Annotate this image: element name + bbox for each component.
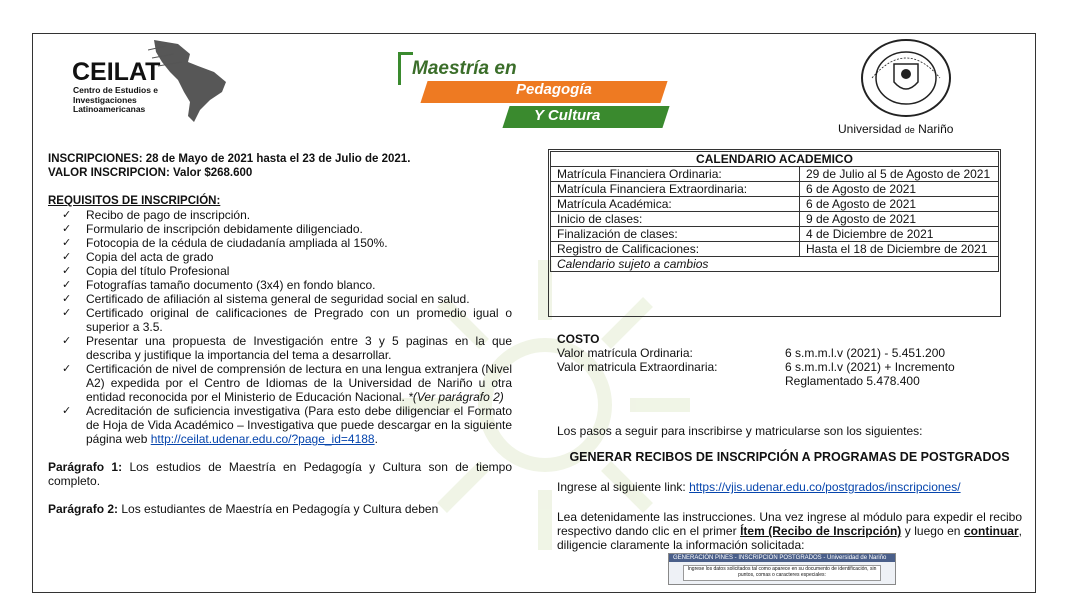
- calendar-label: Inicio de clases:: [551, 212, 800, 227]
- costo-title: COSTO: [557, 332, 600, 346]
- left-column: [48, 152, 512, 516]
- valor-inscripcion: VALOR INSCRIPCION: Valor $268.600: [48, 167, 253, 179]
- table-row: [551, 242, 999, 257]
- requisito-text: Copia del título Profesional: [86, 264, 230, 278]
- cost-row-extraordinaria: [557, 360, 1022, 374]
- requisito-text: Formulario de inscripción debidamente diligenciado.: [86, 222, 363, 236]
- requisito-text: Recibo de pago de inscripción.: [86, 208, 251, 222]
- checkmark-icon: ✓: [62, 209, 72, 221]
- cost-label: Valor matrícula Ordinaria:: [557, 346, 693, 360]
- ceilat-subtitle: Centro de Estudios e Investigaciones Latinoamericanas: [73, 85, 159, 114]
- calendar-value: 4 de Diciembre de 2021: [800, 227, 999, 242]
- paragrafo-2-text: Los estudiantes de Maestría en Pedagogía y Cultura deben: [121, 502, 439, 516]
- requisito-text: Fotografías tamaño documento (3x4) en fondo blanco.: [86, 278, 376, 292]
- table-row: [551, 167, 999, 182]
- steps-intro: Los pasos a seguir para inscribirse y matricularse son los siguientes:: [557, 424, 923, 438]
- ingrese-label: Ingrese al siguiente link:: [557, 480, 690, 494]
- maestria-line1: Maestría en: [412, 58, 517, 79]
- checkmark-icon: ✓: [62, 307, 72, 319]
- right-column: [557, 332, 1022, 552]
- requisito-text: Presentar una propuesta de Investigación entre 3 y 5 paginas en la que describa y justifique la importancia del tema a desarrollar.: [86, 334, 512, 362]
- calendar-value: Hasta el 18 de Diciembre de 2021: [800, 242, 999, 257]
- ingrese-link-line: [557, 480, 1022, 494]
- checkmark-icon: ✓: [62, 265, 72, 277]
- udenar-name-suffix: Nariño: [918, 122, 954, 136]
- paragrafo-1-label: Parágrafo 1:: [48, 460, 123, 474]
- checkmark-icon: ✓: [62, 293, 72, 305]
- calendar-label: Registro de Calificaciones:: [551, 242, 800, 257]
- maestria-line2: Pedagogía: [516, 81, 592, 98]
- maestria-bracket: [398, 52, 413, 85]
- calendar-value: 9 de Agosto de 2021: [800, 212, 999, 227]
- calendar-title: CALENDARIO ACADEMICO: [551, 152, 999, 167]
- table-row: [551, 197, 999, 212]
- paragrafo-1: [48, 460, 512, 488]
- generar-recibos-heading: GENERAR RECIBOS DE INSCRIPCIÓN A PROGRAMAS DE POSTGRADOS: [569, 450, 1010, 464]
- table-row: [551, 182, 999, 197]
- calendar-label: Finalización de clases:: [551, 227, 800, 242]
- checkmark-icon: ✓: [62, 335, 72, 347]
- requisito-text: Fotocopia de la cédula de ciudadanía ampliada al 150%.: [86, 236, 388, 250]
- cost-label: Valor matricula Extraordinaria:: [557, 360, 718, 374]
- requisito-item: [62, 250, 512, 264]
- instructions-text: y luego en: [901, 524, 964, 538]
- requisito-item: [62, 292, 512, 306]
- calendar-value: 6 de Agosto de 2021: [800, 197, 999, 212]
- checkmark-icon: ✓: [62, 279, 72, 291]
- udenar-name: [838, 122, 953, 136]
- embedded-screenshot: [668, 553, 896, 585]
- cost-value: 6 s.m.m.l.v (2021) + Incremento: [785, 360, 955, 374]
- checkmark-icon: ✓: [62, 363, 72, 375]
- checkmark-icon: ✓: [62, 223, 72, 235]
- calendar-label: Matrícula Financiera Extraordinaria:: [551, 182, 800, 197]
- instructions-paragraph: [557, 510, 1022, 552]
- cost-row-ordinaria: [557, 346, 1022, 360]
- checkmark-icon: ✓: [62, 237, 72, 249]
- udenar-logo: [838, 38, 978, 138]
- university-seal-icon: [858, 38, 954, 118]
- requisito-item: [62, 306, 512, 334]
- continuar-label: continuar: [963, 524, 1019, 538]
- calendar-value: 29 de Julio al 5 de Agosto de 2021: [800, 167, 999, 182]
- paragrafo-2-label: Parágrafo 2:: [48, 502, 119, 516]
- ceilat-logo: [70, 36, 240, 126]
- checkmark-icon: ✓: [62, 405, 72, 417]
- calendar-value: 6 de Agosto de 2021: [800, 182, 999, 197]
- paragrafo-2: [48, 502, 512, 516]
- instructions-text: , diligencie claramente la información solicitada:: [557, 524, 1022, 552]
- requisito-text: Copia del acta de grado: [86, 250, 214, 264]
- requisito-acred-text: Acreditación de suficiencia investigativa (Para esto debe diligenciar el Formato de Hoja de Vida Académico – Investigativa que puede descargar en la siguiente página web: [86, 404, 512, 446]
- calendar-table: [550, 151, 999, 272]
- screenshot-instructions: Ingrese los datos solicitados tal como aparece en su documento de identificación, sin puntos, comas o caracteres especiales:: [683, 565, 881, 581]
- requisito-cert-ref: *(Ver parágrafo 2): [408, 390, 504, 404]
- inscripciones-dates: INSCRIPCIONES: 28 de Mayo de 2021 hasta el 23 de Julio de 2021.: [48, 153, 411, 165]
- requisito-item: [62, 362, 512, 404]
- requisito-item: [62, 236, 512, 250]
- requisitos-title: REQUISITOS DE INSCRIPCIÓN:: [48, 195, 221, 207]
- table-row: [551, 257, 999, 272]
- requisito-item: [62, 334, 512, 362]
- calendar-note: Calendario sujeto a cambios: [551, 257, 999, 272]
- requisito-cert-text: Certificación de nivel de comprensión de lectura en una lengua extranjera (Nivel A2) expedida por el Centro de Idiomas de la Universidad de Nariño u otra entidad reconocida por el Ministerio de Educación Nacional.: [86, 362, 512, 404]
- maestria-logo: [394, 48, 684, 138]
- item-recibo-label: Ítem (Recibo de Inscripción): [740, 524, 902, 538]
- requisito-item: [62, 278, 512, 292]
- requisito-item: [62, 404, 512, 446]
- paragrafo-1-text: Los estudios de Maestría en Pedagogía y Cultura son de tiempo completo.: [48, 460, 512, 488]
- table-row: [551, 212, 999, 227]
- ceilat-title: CEILAT: [72, 58, 161, 86]
- requisito-item: [62, 264, 512, 278]
- requisito-acred-end: .: [374, 432, 378, 446]
- instructions-text: Lea detenidamente las instrucciones. Una vez ingrese al módulo para expedir el recibo respectivo dando clic en el primer: [557, 510, 1022, 538]
- screenshot-title-bar: GENERACIÓN PINES - INSCRIPCIÓN POSTGRADOS - Universidad de Nariño: [669, 554, 895, 562]
- requisito-text: Certificado original de calificaciones de Pregrado con un promedio igual o superior a 3.5.: [86, 306, 512, 334]
- cost-row-extraordinaria-2: [557, 374, 1022, 388]
- ceilat-format-link[interactable]: http://ceilat.udenar.edu.co/?page_id=4188: [150, 432, 375, 446]
- udenar-name-de: de: [904, 125, 915, 135]
- requisito-text: Certificado de afiliación al sistema general de seguridad social en salud.: [86, 292, 470, 306]
- cost-value: 6 s.m.m.l.v (2021) - 5.451.200: [785, 346, 946, 360]
- requisito-item: [62, 222, 512, 236]
- postgrados-link[interactable]: https://vjis.udenar.edu.co/postgrados/inscripciones/: [689, 480, 961, 494]
- maestria-line3: Y Cultura: [534, 107, 601, 124]
- table-row: [551, 227, 999, 242]
- requisitos-list: [48, 208, 512, 446]
- requisito-item: [62, 208, 512, 222]
- calendar-label: Matrícula Académica:: [551, 197, 800, 212]
- checkmark-icon: ✓: [62, 251, 72, 263]
- cost-value: Reglamentado 5.478.400: [785, 374, 920, 388]
- calendar-label: Matrícula Financiera Ordinaria:: [551, 167, 800, 182]
- udenar-name-prefix: Universidad: [838, 122, 902, 136]
